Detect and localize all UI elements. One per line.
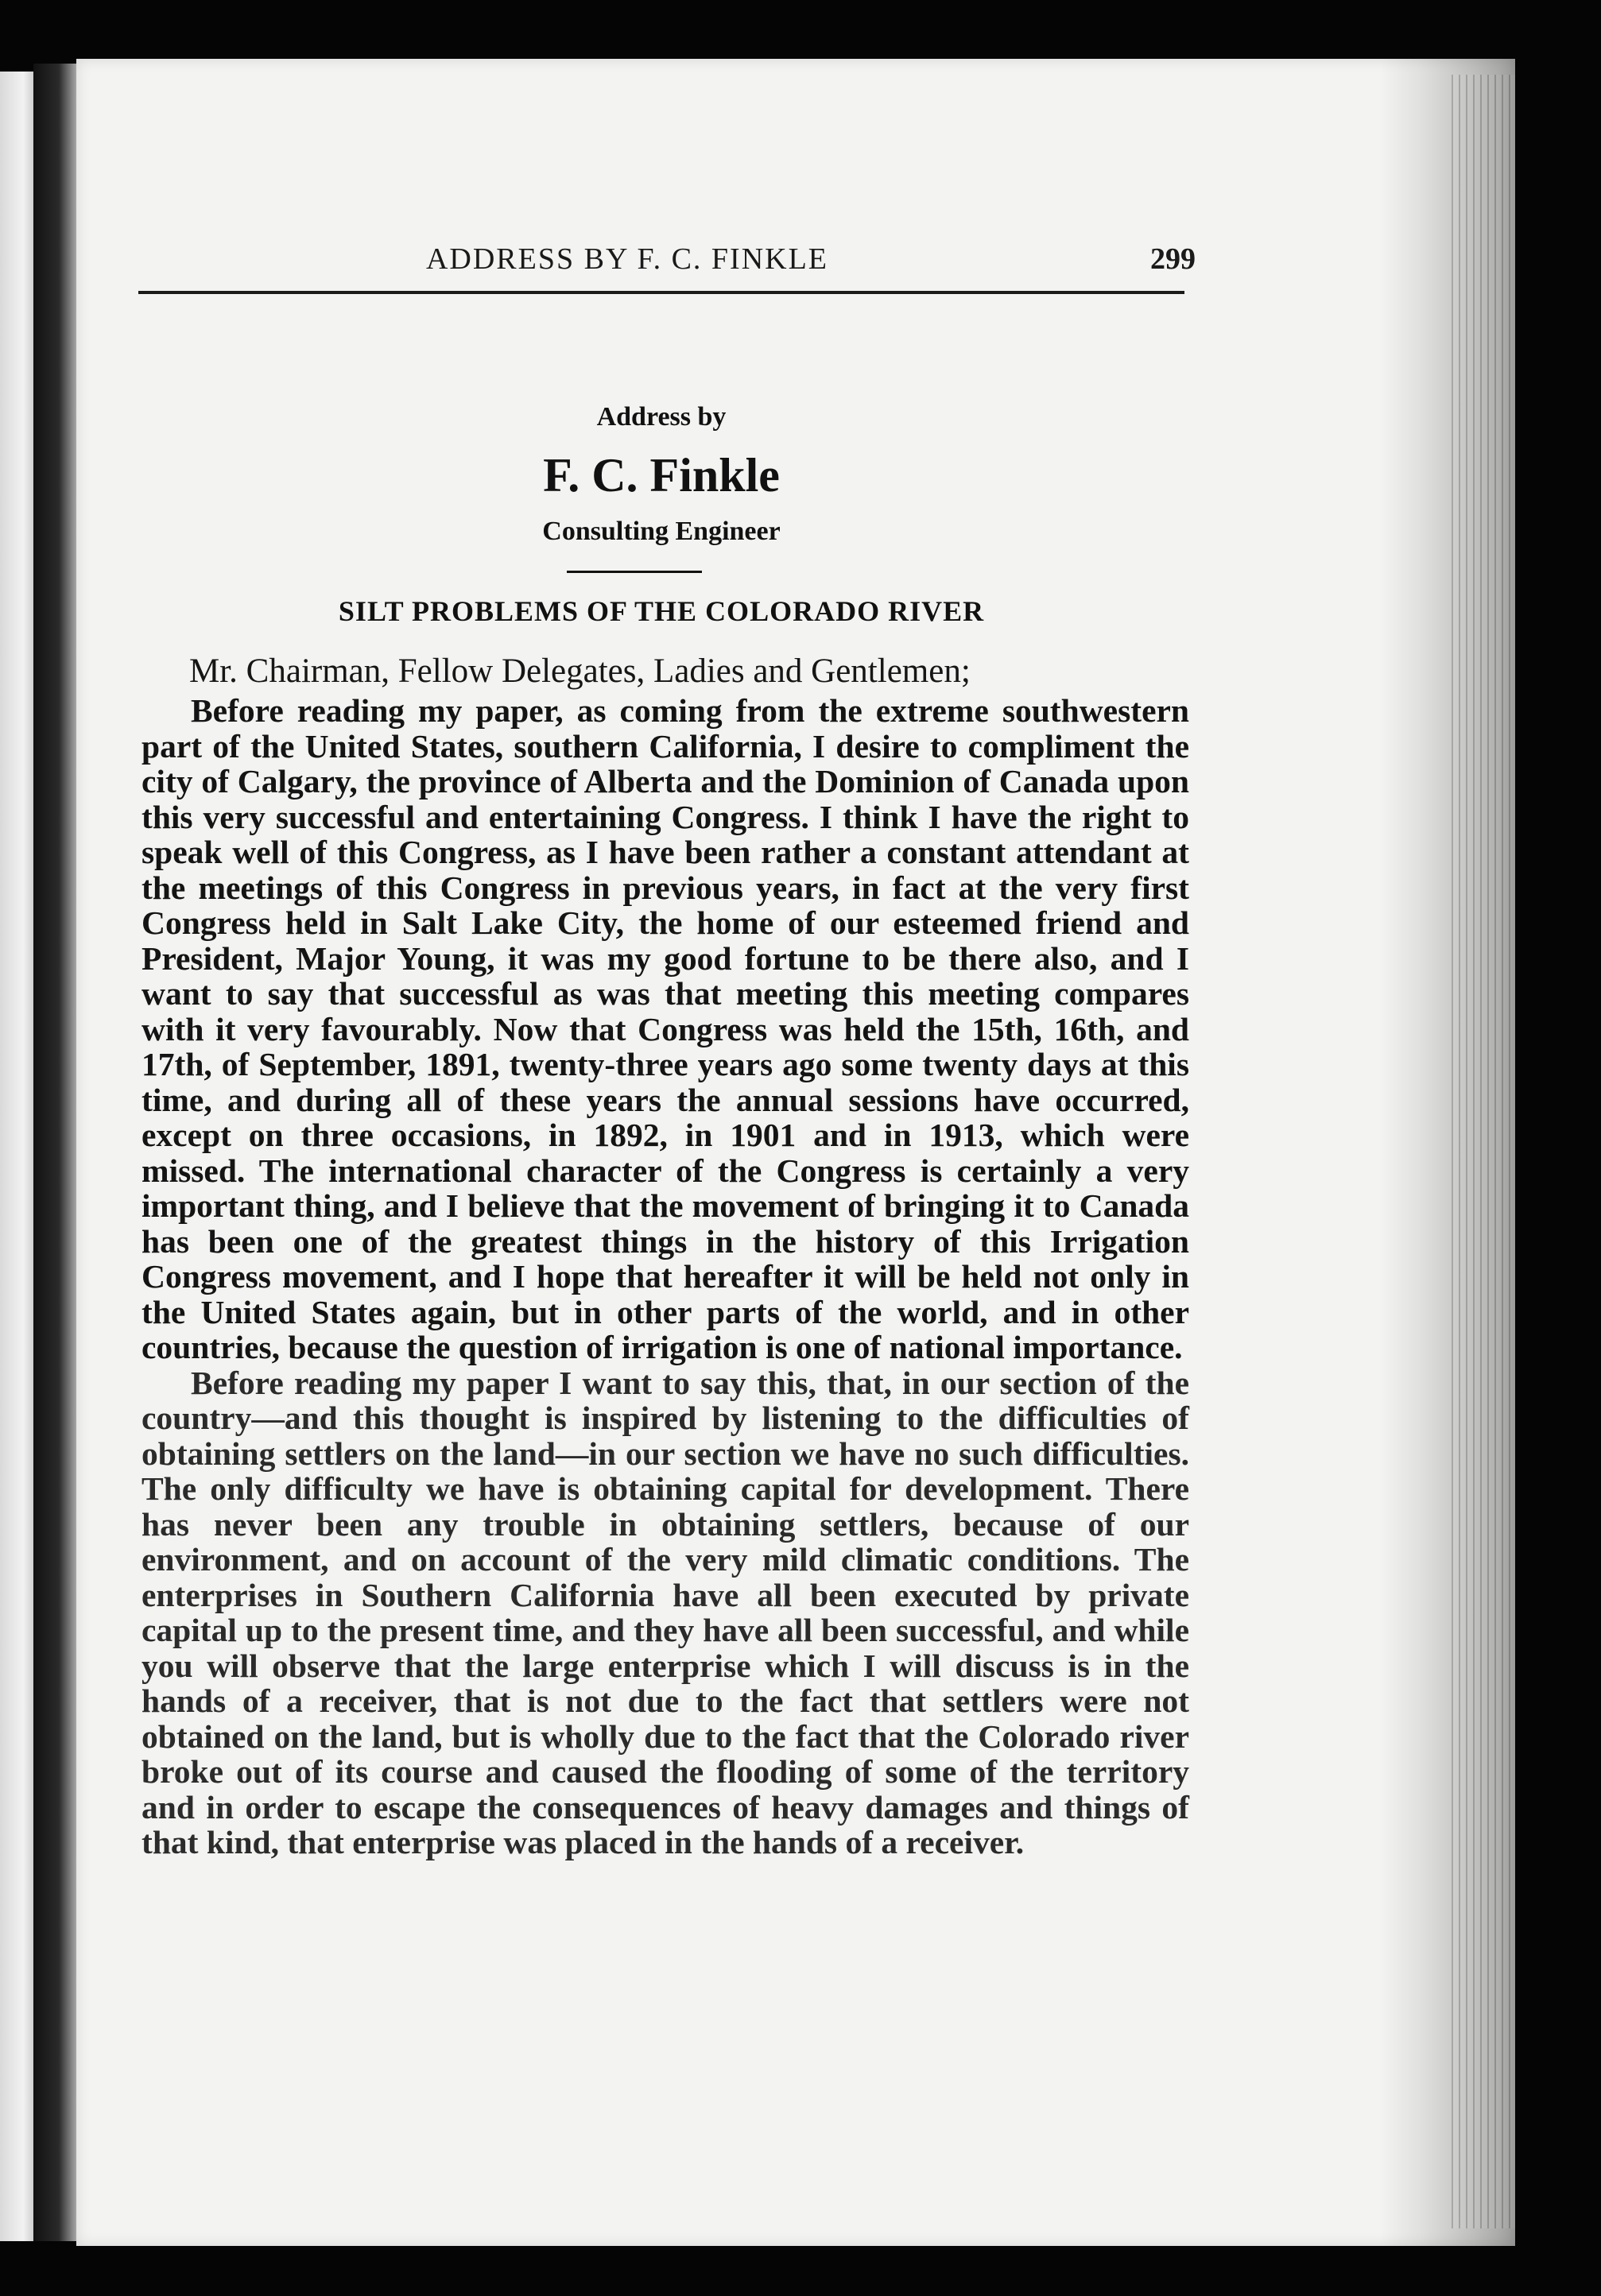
book-gutter: [33, 64, 79, 2241]
title-divider: [567, 571, 702, 573]
header-rule: [138, 291, 1184, 294]
author-name: F. C. Finkle: [543, 449, 780, 501]
page-number: 299: [1150, 242, 1196, 276]
book-page: [76, 59, 1515, 2246]
article-body: [141, 693, 1189, 1860]
author-role: Consulting Engineer: [542, 517, 781, 546]
facing-page-edge: [0, 72, 33, 2241]
paragraph: Before reading my paper, as coming from the extreme southwestern part of the United States, southern California, I desire to compliment the city of Calgary, the province of Alberta and the Dominion of Canada upon this very successful and entertaining Congress. I think I have the right to speak well of this Congress, as I have been rather a constant attendant at the meetings of this Congress in previous years, in fact at the very first Congress held in Salt Lake City, the home of our esteemed friend and President, Major Young, it was my good fortune to be there also, and I want to say that successful as was that meeting this meeting compares with it very favourably. Now that Congress was held the 15th, 16th, and 17th, of September, 1891, twenty-three years ago some twenty days at this time, and during all of these years the annual sessions have occurred, except on three occasions, in 1892, in 1901 and in 1913, which were missed. The international character of the Congress is certainly a very important thing, and I believe that the movement of bringing it to Canada has been one of the greatest things in the history of this Irrigation Congress movement, and I hope that hereafter it will be held not only in the United States again, but in other parts of the world, and in other countries, because the question of irrigation is one of national importance.: [141, 692, 1189, 1365]
address-by-label: Address by: [596, 402, 727, 432]
running-head-title: ADDRESS BY F. C. FINKLE: [425, 242, 829, 276]
page-stack-edge: [1452, 75, 1515, 2228]
salutation: Mr. Chairman, Fellow Delegates, Ladies and Gentlemen;: [189, 652, 971, 690]
running-head: [138, 242, 1196, 289]
paragraph: Before reading my paper I want to say this, that, in our section of the country—and this thought is inspired by listening to the difficulties of obtaining settlers on the land—in our section we have no such difficulties. The only difficulty we have is obtaining capital for development. There has never been any trouble in obtaining settlers, because of our environment, and on account of the very mild climatic conditions. The enterprises in Southern California have all been executed by private capital up to the present time, and they have all been successful, and while you will observe that the large enterprise which I will discuss is in the hands of a receiver, that is not due to the fact that settlers were not obtained on the land, but is wholly due to the fact that the Colorado river broke out of its course and caused the flooding of some of the territory and in order to escape the consequences of heavy damages and things of that kind, that enterprise was placed in the hands of a receiver.: [141, 1364, 1189, 1860]
section-title: SILT PROBLEMS OF THE COLORADO RIVER: [338, 595, 985, 627]
